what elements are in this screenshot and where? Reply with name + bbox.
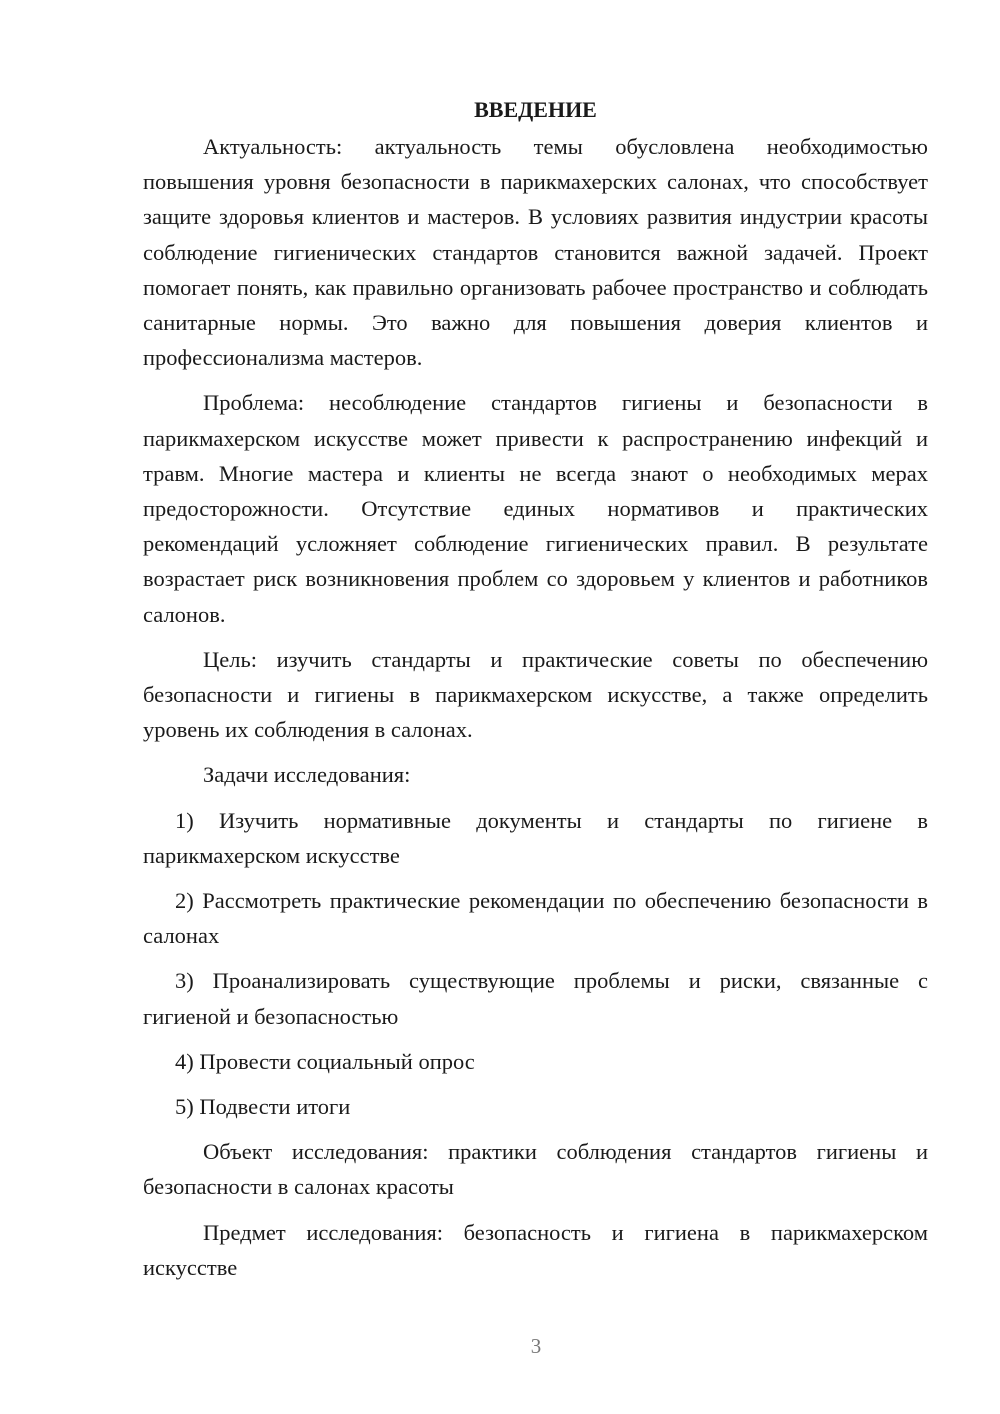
object-paragraph: Объект исследования: практики соблюдения стандартов гигиены и безопасности в салонах красоты <box>143 1139 928 1200</box>
task-item-4: 4) Провести социальный опрос <box>175 1048 475 1074</box>
task-item-3: 3) Проанализировать существующие проблемы и риски, связанные с гигиеной и безопасностью <box>143 968 928 1029</box>
relevance-paragraph: Актуальность: актуальность темы обусловлена необходимостью повышения уровня безопасности в парикмахерских салонах, что способствует защите здоровья клиентов и мастеров. В условиях развития индустрии красоты соблюдение гигиенических стандартов становится важной задачей. Проект помогает понять, как правильно организовать рабочее пространство и соблюдать санитарные нормы. Это важно для повышения доверия клиентов и профессионализма мастеров. <box>143 134 928 371</box>
page-number: 3 <box>530 1334 542 1358</box>
task-item-5: 5) Подвести итоги <box>175 1094 351 1120</box>
tasks-list <box>143 803 928 1125</box>
task-item-1: 1) Изучить нормативные документы и стандарты по гигиене в парикмахерском искусстве <box>143 807 928 868</box>
page-content <box>143 92 928 1285</box>
goal-paragraph: Цель: изучить стандарты и практические советы по обеспечению безопасности и гигиены в парикмахерском искусстве, а также определить уровень их соблюдения в салонах. <box>143 646 928 743</box>
subject-paragraph: Предмет исследования: безопасность и гигиена в парикмахерском искусстве <box>143 1219 928 1280</box>
problem-paragraph: Проблема: несоблюдение стандартов гигиены и безопасности в парикмахерском искусстве может привести к распространению инфекций и травм. Многие мастера и клиенты не всегда знают о необходимых мерах предосторожности. Отсутствие единых нормативов и практических рекомендаций усложняет соблюдение гигиенических правил. В результате возрастает риск возникновения проблем со здоровьем у клиентов и работников салонов. <box>143 390 928 627</box>
tasks-intro: Задачи исследования: <box>203 762 411 788</box>
page-title: ВВЕДЕНИЕ <box>474 97 597 122</box>
task-item-2: 2) Рассмотреть практические рекомендации по обеспечению безопасности в салонах <box>143 888 928 949</box>
